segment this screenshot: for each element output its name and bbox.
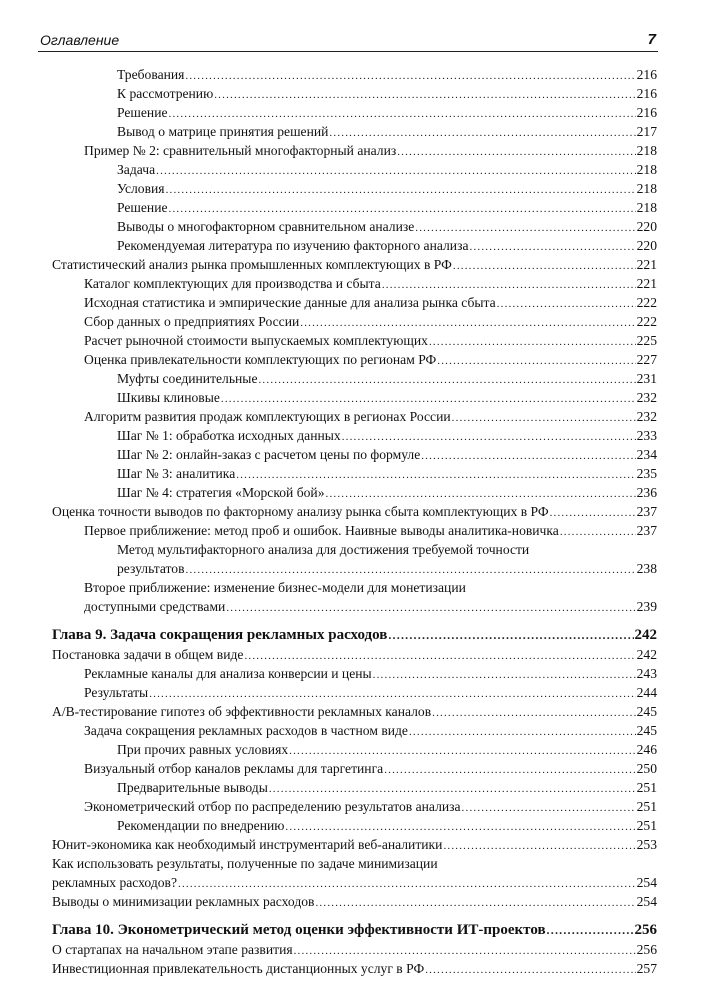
toc-entry-page: 220 <box>636 219 657 234</box>
dot-leader <box>550 504 636 522</box>
toc-entry <box>52 960 657 979</box>
dot-leader <box>382 276 636 294</box>
toc-entry-label: О стартапах на начальном этапе развития <box>52 942 293 957</box>
chapter-page: 256 <box>634 922 657 938</box>
dot-leader <box>443 837 635 855</box>
dot-leader <box>409 723 636 741</box>
dot-leader <box>226 599 635 617</box>
toc-entry-label-line1: Второе приближение: изменение бизнес-модели для монетизации <box>84 580 466 595</box>
toc-entry-page: 245 <box>636 704 657 719</box>
toc-entry-label: Предварительные выводы <box>117 780 268 795</box>
toc-entry-label: Алгоритм развития продаж комплектующих в регионах России <box>84 409 451 424</box>
dot-leader <box>178 875 636 893</box>
toc-entry-page: 216 <box>636 67 657 82</box>
toc-entry-label-line2: доступными средствами <box>84 599 226 614</box>
toc-entry-label: Шаг № 2: онлайн-заказ с расчетом цены по формуле <box>117 447 421 462</box>
dot-leader <box>300 314 635 332</box>
toc-entry <box>84 408 657 427</box>
toc-entry <box>84 294 657 313</box>
toc-entry <box>117 123 657 142</box>
toc-entry-label-line1: Как использовать результаты, полученные по задаче минимизации <box>52 856 438 871</box>
dot-leader <box>373 666 636 684</box>
toc-entry-label: Муфты соединительные <box>117 371 258 386</box>
dot-leader <box>429 333 636 351</box>
toc-entry-page: 251 <box>636 799 657 814</box>
toc-entry <box>84 142 657 161</box>
toc-entry-label: Требования <box>117 67 185 82</box>
toc-entry <box>52 941 657 960</box>
toc-entry-label: Исходная статистика и эмпирические данные для анализа рынка сбыта <box>84 295 496 310</box>
toc-entry-page: 256 <box>636 942 657 957</box>
toc-entry-label: Сбор данных о предприятиях России <box>84 314 300 329</box>
toc-entry-page: 220 <box>636 238 657 253</box>
toc-entry-page: 232 <box>636 390 657 405</box>
chapter-page: 242 <box>634 627 657 643</box>
dot-leader <box>453 257 636 275</box>
running-header-title: Оглавление <box>40 32 120 48</box>
toc-entry <box>52 256 657 275</box>
dot-leader <box>289 742 635 760</box>
toc-entry-page: 253 <box>636 837 657 852</box>
toc-entry-page: 243 <box>636 666 657 681</box>
toc-entry <box>52 874 657 893</box>
toc-entry <box>117 389 657 408</box>
dot-leader <box>397 143 635 161</box>
toc-entry <box>117 161 657 180</box>
toc-entry-label: Постановка задачи в общем виде <box>52 647 244 662</box>
dot-leader <box>169 105 636 123</box>
toc-entry <box>52 893 657 912</box>
toc-entry-label: Рекомендуемая литература по изучению факторного анализа <box>117 238 469 253</box>
dot-leader <box>462 799 636 817</box>
page-number: 7 <box>647 31 656 48</box>
toc-entry-page: 235 <box>636 466 657 481</box>
toc-entry-label: Задача <box>117 162 156 177</box>
toc-entry-page: 218 <box>636 143 657 158</box>
dot-leader <box>294 942 636 960</box>
dot-leader <box>236 466 635 484</box>
dot-leader <box>326 485 636 503</box>
toc-entry-page: 225 <box>636 333 657 348</box>
toc-entry <box>84 351 657 370</box>
toc-entry-label: Эконометрический отбор по распределению результатов анализа <box>84 799 461 814</box>
toc-entry-label-line2: рекламных расходов? <box>52 875 177 890</box>
toc-entry-label: К рассмотрению <box>117 86 214 101</box>
toc-entry-label: Рекомендации по внедрению <box>117 818 285 833</box>
toc-entry-page: 216 <box>636 105 657 120</box>
dot-leader <box>437 352 635 370</box>
toc-entry <box>84 275 657 294</box>
toc-entry-page: 221 <box>636 257 657 272</box>
dot-leader <box>421 447 635 465</box>
dot-leader <box>547 921 634 939</box>
toc-entry-label: Расчет рыночной стоимости выпускаемых комплектующих <box>84 333 428 348</box>
toc-entry <box>117 180 657 199</box>
toc-entry-page: 216 <box>636 86 657 101</box>
toc-entry <box>117 85 657 104</box>
toc-chapter-9 <box>52 626 657 644</box>
toc-entry-page: 221 <box>636 276 657 291</box>
toc-entry <box>84 684 657 703</box>
toc-entry-page: 245 <box>636 723 657 738</box>
toc-entry-label: Решение <box>117 105 168 120</box>
toc-entry <box>117 560 657 579</box>
dot-leader <box>214 86 635 104</box>
toc-entry <box>84 332 657 351</box>
toc-entry <box>117 104 657 123</box>
toc-entry-label: Оценка точности выводов по факторному анализу рынка сбыта комплектующих в РФ <box>52 504 549 519</box>
toc-entry-label: Шаг № 4: стратегия «Морской бой» <box>117 485 325 500</box>
toc-entry-label: Рекламные каналы для анализа конверсии и цены <box>84 666 372 681</box>
toc-entry-page: 236 <box>636 485 657 500</box>
dot-leader <box>452 409 636 427</box>
toc-entry-page: 254 <box>636 894 657 909</box>
toc-entry-label: Задача сокращения рекламных расходов в частном виде <box>84 723 408 738</box>
toc-entry-page: 227 <box>636 352 657 367</box>
toc-entry-page: 257 <box>636 961 657 976</box>
toc-entry <box>117 465 657 484</box>
toc-entry-label: Пример № 2: сравнительный многофакторный анализ <box>84 143 397 158</box>
toc-entry-label: Каталог комплектующих для производства и сбыта <box>84 276 381 291</box>
dot-leader <box>415 219 635 237</box>
dot-leader <box>315 894 635 912</box>
toc-entry <box>84 522 657 541</box>
toc-entry-label: Шаг № 3: аналитика <box>117 466 236 481</box>
dot-leader <box>269 780 636 798</box>
toc-chapter-10 <box>52 921 657 939</box>
toc-entry <box>117 817 657 836</box>
toc-entry-page: 233 <box>636 428 657 443</box>
dot-leader <box>342 428 636 446</box>
dot-leader <box>221 390 636 408</box>
toc-entry-page: 254 <box>636 875 657 890</box>
toc-entry-label: Выводы о минимизации рекламных расходов <box>52 894 315 909</box>
dot-leader <box>185 67 635 85</box>
toc-entry-page: 222 <box>636 314 657 329</box>
toc-entry-page: 232 <box>636 409 657 424</box>
toc-entry <box>117 370 657 389</box>
toc-entry-label: Выводы о многофакторном сравнительном анализе <box>117 219 415 234</box>
toc-entry-label: Первое приближение: метод проб и ошибок. Наивные выводы аналитика-новичка <box>84 523 559 538</box>
dot-leader <box>470 238 636 256</box>
toc-entry <box>117 779 657 798</box>
toc-entry <box>52 503 657 522</box>
toc-entry-page: 251 <box>636 780 657 795</box>
toc-entry-page: 222 <box>636 295 657 310</box>
toc-entry-label: Юнит-экономика как необходимый инструментарий веб-аналитики <box>52 837 443 852</box>
dot-leader <box>329 124 635 142</box>
toc-entry-label-line1: Метод мультифакторного анализа для достижения требуемой точности <box>117 542 530 557</box>
toc-entry-page: 250 <box>636 761 657 776</box>
toc-entry-label: Результаты <box>84 685 149 700</box>
toc-entry-label: При прочих равных условиях <box>117 742 289 757</box>
toc-entry-page: 218 <box>636 200 657 215</box>
dot-leader <box>186 561 636 579</box>
toc-entry-label: Шаг № 1: обработка исходных данных <box>117 428 341 443</box>
toc-entry <box>84 798 657 817</box>
dot-leader <box>244 647 635 665</box>
toc-entry-page: 246 <box>636 742 657 757</box>
toc-entry-page: 238 <box>636 561 657 576</box>
toc-entry-page: 234 <box>636 447 657 462</box>
dot-leader <box>169 200 636 218</box>
toc-entry-label: Инвестиционная привлекательность дистанционных услуг в РФ <box>52 961 425 976</box>
toc-entry-label: Оценка привлекательности комплектующих по регионам РФ <box>84 352 437 367</box>
toc-entry-label: Вывод о матрице принятия решений <box>117 124 329 139</box>
chapter-title: Глава 10. Эконометрический метод оценки эффективности ИТ-проектов <box>52 922 546 938</box>
toc-entry <box>117 484 657 503</box>
dot-leader <box>258 371 635 389</box>
toc-entry-label: Статистический анализ рынка промышленных комплектующих в РФ <box>52 257 452 272</box>
toc-entry-label: Условия <box>117 181 165 196</box>
toc-entry <box>84 722 657 741</box>
toc-entry <box>117 218 657 237</box>
toc-entry-label: Визуальный отбор каналов рекламы для таргетинга <box>84 761 384 776</box>
toc-entry <box>117 741 657 760</box>
toc-entry <box>84 313 657 332</box>
toc-entry <box>52 836 657 855</box>
toc-entry-page: 239 <box>636 599 657 614</box>
toc-entry <box>117 199 657 218</box>
toc-entry <box>52 646 657 665</box>
dot-leader <box>432 704 635 722</box>
dot-leader <box>388 626 633 644</box>
toc-entry <box>117 66 657 85</box>
toc-entry <box>117 446 657 465</box>
toc-entry-page: 237 <box>636 504 657 519</box>
dot-leader <box>560 523 636 541</box>
toc-entry-page: 244 <box>636 685 657 700</box>
dot-leader <box>384 761 635 779</box>
toc-entry <box>117 427 657 446</box>
toc-entry-label-line2: результатов <box>117 561 185 576</box>
toc-entry-label: Шкивы клиновые <box>117 390 220 405</box>
dot-leader <box>149 685 635 703</box>
toc-entry <box>117 237 657 256</box>
toc-entry-page: 218 <box>636 181 657 196</box>
toc-entry-page: 231 <box>636 371 657 386</box>
toc-entry-page: 218 <box>636 162 657 177</box>
toc-entry-page: 242 <box>636 647 657 662</box>
dot-leader <box>425 961 635 979</box>
dot-leader <box>166 181 636 199</box>
toc-entry <box>52 703 657 722</box>
toc-entry-label: A/B-тестирование гипотез об эффективности рекламных каналов <box>52 704 432 719</box>
toc-entry <box>84 598 657 617</box>
toc-entry <box>84 665 657 684</box>
toc-entry-page: 251 <box>636 818 657 833</box>
dot-leader <box>497 295 636 313</box>
chapter-title: Глава 9. Задача сокращения рекламных расходов <box>52 627 388 643</box>
dot-leader <box>156 162 635 180</box>
toc-entry-page: 237 <box>636 523 657 538</box>
toc-entry-page: 217 <box>636 124 657 139</box>
dot-leader <box>285 818 635 836</box>
toc-entry <box>84 760 657 779</box>
toc-entry-label: Решение <box>117 200 168 215</box>
